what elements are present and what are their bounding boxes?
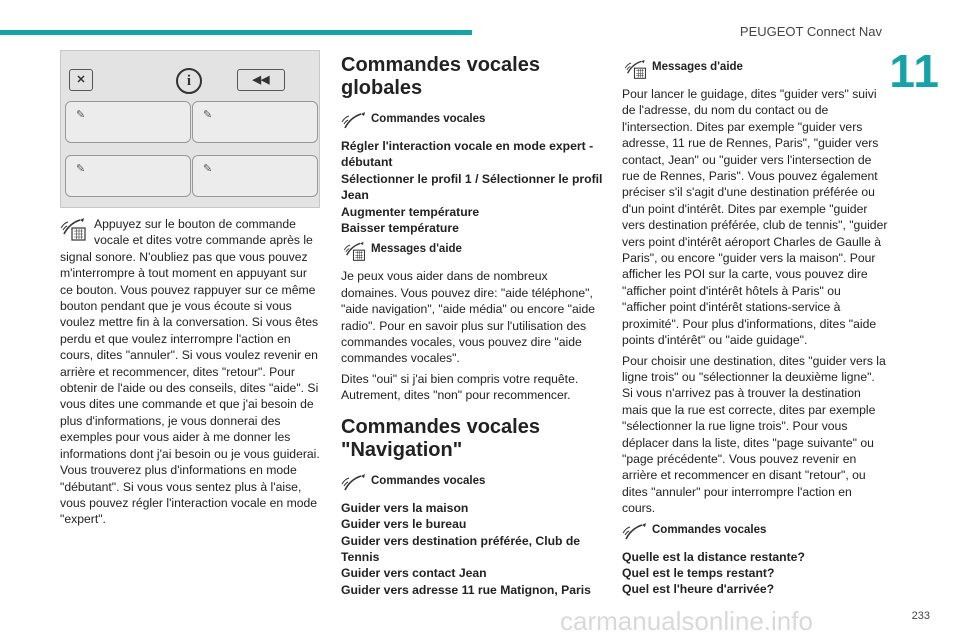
rewind-icon: ◀◀ [237,69,285,91]
command-list-trip [622,549,888,598]
subheading-voice-commands: Commandes vocales [622,521,888,543]
column-3 [622,58,888,602]
help-text: Pour choisir une destination, dites "guider vers la ligne trois" ou "sélectionner la deuxième ligne". Si vous n'arrivez pas à trouver la destination mais que la rue est correcte, dites par exemple "sélectionner la rue ligne trois". Pour vous déplacer dans la liste, dites "page suivante" ou "page précédente". Vous pouvez revenir en arrière et recommencer en disant "retour", ou dites "annuler" pour interrompre l'action en cours. [622,353,886,516]
column-2 [341,54,603,602]
voice-command-icon [341,472,371,494]
section-heading-global: Commandes vocales globales [341,54,540,99]
chapter-number: 11 [889,45,940,97]
voice-command-icon [60,216,90,242]
doc-title: PEUGEOT Connect Nav [739,24,882,39]
command-item: Sélectionner le profil 1 / Sélectionner le profil Jean [341,171,603,203]
subheading-help-messages: Messages d'aide [341,240,603,262]
command-item: Augmenter température [341,204,480,219]
command-list-global [341,138,603,236]
command-item: Guider vers destination préférée, Club de Tennis [341,533,581,564]
info-icon: i [176,68,202,94]
close-icon: ✕ [69,69,93,91]
command-item: Quel est le temps restant? [622,565,775,580]
command-item: Régler l'interaction vocale en mode expert - débutant [341,139,594,170]
screen-tile [65,101,191,143]
help-text: Pour lancer le guidage, dites "guider vers" suivi de l'adresse, du nom du contact ou de l'intersection. Dites par exemple "guider vers adresse, 11 rue de Rennes, Paris", "guider vers contact, Jean" ou "guider vers l'intersection de rue de Rennes, Paris". Vous pouvez également préciser s'il s'agit d'une destination préférée ou d'un point d'intérêt. Dites par exemple "guider vers destination préférée, club de tennis", "guider vers point d'intérêt aéroport Charles de Gaulle à Paris", ou encore "guider vers la maison". Pour afficher les POI sur la carte, vous pouvez dire "afficher point d'intérêt hôtels à Paris" ou "afficher point d'intérêt stations-service à proximité". Pour plus d'informations, dites "aide points d'intérêt" ou "aide guidage". [622,87,888,348]
help-text: Dites "oui" si j'ai bien compris votre requête. Autrement, dites "non" pour recommencer. [341,371,579,403]
command-item: Guider vers adresse 11 rue Matignon, Paris [341,582,591,597]
help-text: Je peux vous aider dans de nombreux domaines. Vous pouvez dire: "aide téléphone", "aide navigation", "aide média" ou encore "aide radio". Pour en savoir plus sur l'utilisation des commandes vocales, vous pouvez dire "aide commandes vocales". [341,269,596,366]
column-1 [60,50,322,528]
screen-tile [192,155,318,197]
voice-command-icon [341,110,371,132]
intro-paragraph [60,216,322,528]
command-item: Quelle est la distance restante? [622,549,805,564]
intro-text: Appuyez sur le bouton de commande vocale et dites votre commande après le signal sonore. N'oubliez pas que vous pouvez m'interrompre à tout moment en appuyant sur ce bouton. Vous pouvez rappuyer sur ce même bouton pendant que je vous écoute si vous voulez mettre fin à la conversation. Si vous êtes perdu et que voulez interrompre l'action en cours, dites "annuler". Si vous voulez revenir en arrière et recommencer, dites "retour". Pour obtenir de l'aide ou des conseils, dites "aide". Si vous dites une commande et que j'ai besoin de plus d'informations, je vous donnerai des exemples pour vous aider à me donner les informations dont j'ai besoin ou je vous guiderai. Vous trouverez plus d'informations en mode "débutant". Si vous vous sentez plus à l'aise, vous pouvez régler l'interaction vocale en mode "expert". [60,217,320,527]
screen-tile [192,101,318,143]
watermark: carmanualsonline.info [560,606,813,636]
command-item: Quel est l'heure d'arrivée? [622,582,775,597]
help-message-icon [341,240,371,262]
command-item: Guider vers contact Jean [341,566,487,581]
pencil-icon: ✎ [76,163,86,175]
screen-tile [65,155,191,197]
pencil-icon: ✎ [203,163,213,175]
subheading-help-messages: Messages d'aide [622,58,888,80]
subheading-voice-commands: Commandes vocales [341,110,603,132]
voice-command-icon [622,521,652,543]
section-heading-navigation: Commandes vocales "Navigation" [341,415,540,461]
pencil-icon: ✎ [203,109,213,121]
pencil-icon: ✎ [76,109,86,121]
subheading-voice-commands: Commandes vocales [341,472,603,494]
command-item: Baisser température [341,221,459,236]
command-item: Guider vers la maison [341,500,469,515]
command-list-navigation [341,500,603,598]
page-number: 233 [911,610,930,622]
help-message-icon [622,58,652,80]
touchscreen-illustration [60,50,320,208]
command-item: Guider vers le bureau [341,517,467,532]
header-accent-bar [0,30,472,35]
